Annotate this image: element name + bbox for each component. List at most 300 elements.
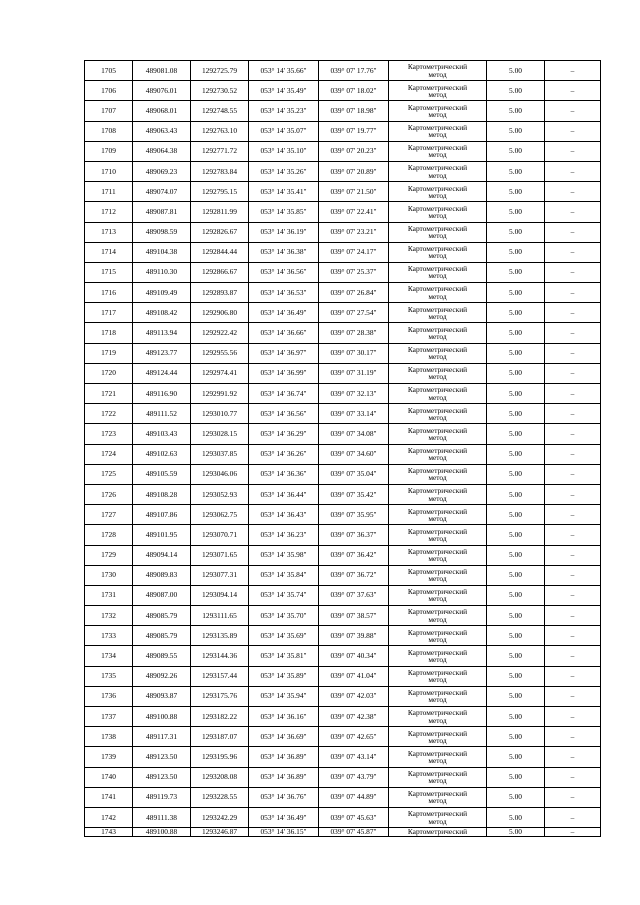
x-coordinate-cell: 489109.49 — [133, 283, 191, 303]
method-cell — [389, 464, 487, 484]
note-cell: – — [545, 283, 601, 303]
table-row — [85, 303, 601, 323]
method-line1: Картометрический — [407, 466, 468, 476]
table-row — [85, 807, 601, 827]
x-coordinate-cell: 489116.90 — [133, 384, 191, 404]
x-coordinate-cell: 489111.52 — [133, 404, 191, 424]
x-coordinate-cell: 489117.31 — [133, 727, 191, 747]
table-row — [85, 202, 601, 222]
y-coordinate-cell: 1293135.89 — [191, 626, 249, 646]
method-line2: метод — [428, 372, 447, 382]
accuracy-cell: 5.00 — [487, 81, 545, 101]
latitude-cell: 053° 14' 36.38" — [249, 242, 319, 262]
method-line2: метод — [428, 634, 447, 644]
note-cell: – — [545, 202, 601, 222]
point-number-cell: 1729 — [85, 545, 133, 565]
latitude-cell: 053° 14' 35.98" — [249, 545, 319, 565]
point-number-cell: 1720 — [85, 363, 133, 383]
latitude-cell: 053° 14' 36.74" — [249, 384, 319, 404]
table-row — [85, 646, 601, 666]
method-cell — [389, 242, 487, 262]
y-coordinate-cell: 1292725.79 — [191, 61, 249, 81]
table-row — [85, 101, 601, 121]
x-coordinate-cell: 489089.83 — [133, 565, 191, 585]
y-coordinate-cell: 1293077.31 — [191, 565, 249, 585]
y-coordinate-cell: 1292763.10 — [191, 121, 249, 141]
note-cell: – — [545, 303, 601, 323]
method-cell — [389, 61, 487, 81]
coordinates-table — [84, 60, 601, 837]
method-line2: метод — [428, 130, 447, 140]
table-row — [85, 262, 601, 282]
method-line1: Картометрический — [407, 688, 468, 698]
table-row — [85, 343, 601, 363]
latitude-cell: 053° 14' 35.69" — [249, 626, 319, 646]
accuracy-cell: 5.00 — [487, 61, 545, 81]
method-line1: Картометрический — [407, 607, 468, 617]
y-coordinate-cell: 1292771.72 — [191, 141, 249, 161]
note-cell: – — [545, 182, 601, 202]
latitude-cell: 053° 14' 36.29" — [249, 424, 319, 444]
longitude-cell: 039° 07' 17.76" — [319, 61, 389, 81]
accuracy-cell: 5.00 — [487, 404, 545, 424]
latitude-cell: 053° 14' 36.56" — [249, 404, 319, 424]
y-coordinate-cell: 1293157.44 — [191, 666, 249, 686]
y-coordinate-cell: 1292795.15 — [191, 182, 249, 202]
point-number-cell: 1732 — [85, 606, 133, 626]
table-row — [85, 141, 601, 161]
table-row — [85, 505, 601, 525]
latitude-cell: 053° 14' 35.89" — [249, 666, 319, 686]
method-cell — [389, 262, 487, 282]
table-row — [85, 404, 601, 424]
point-number-cell: 1733 — [85, 626, 133, 646]
note-cell: – — [545, 646, 601, 666]
y-coordinate-cell: 1292826.67 — [191, 222, 249, 242]
method-line2: метод — [428, 231, 447, 241]
y-coordinate-cell: 1292783.84 — [191, 161, 249, 181]
longitude-cell: 039° 07' 36.42" — [319, 545, 389, 565]
method-line2: метод — [428, 513, 447, 523]
x-coordinate-cell: 489064.38 — [133, 141, 191, 161]
y-coordinate-cell: 1292922.42 — [191, 323, 249, 343]
table-row — [85, 727, 601, 747]
y-coordinate-cell: 1293094.14 — [191, 585, 249, 605]
note-cell: – — [545, 626, 601, 646]
method-line1: Картометрический — [407, 405, 468, 415]
method-line2: метод — [428, 210, 447, 220]
table-row — [85, 545, 601, 565]
point-number-cell: 1713 — [85, 222, 133, 242]
y-coordinate-cell: 1293195.96 — [191, 747, 249, 767]
method-line1: Картометрический — [407, 768, 468, 778]
y-coordinate-cell: 1293037.85 — [191, 444, 249, 464]
y-coordinate-cell: 1293052.93 — [191, 484, 249, 504]
longitude-cell: 039° 07' 18.02" — [319, 81, 389, 101]
latitude-cell: 053° 14' 36.49" — [249, 807, 319, 827]
table-row — [85, 606, 601, 626]
method-line1: Картометрический — [407, 827, 468, 837]
y-coordinate-cell: 1292893.87 — [191, 283, 249, 303]
x-coordinate-cell: 489081.08 — [133, 61, 191, 81]
point-number-cell: 1724 — [85, 444, 133, 464]
longitude-cell: 039° 07' 33.14" — [319, 404, 389, 424]
method-line2: метод — [428, 291, 447, 301]
point-number-cell: 1708 — [85, 121, 133, 141]
table-row — [85, 686, 601, 706]
point-number-cell: 1718 — [85, 323, 133, 343]
method-line2: метод — [428, 796, 447, 806]
method-cell — [389, 545, 487, 565]
longitude-cell: 039° 07' 32.13" — [319, 384, 389, 404]
method-cell — [389, 707, 487, 727]
method-line2: метод — [428, 755, 447, 765]
longitude-cell: 039° 07' 22.41" — [319, 202, 389, 222]
method-line1: Картометрический — [407, 708, 468, 718]
note-cell: – — [545, 141, 601, 161]
latitude-cell: 053° 14' 35.07" — [249, 121, 319, 141]
method-cell — [389, 424, 487, 444]
y-coordinate-cell: 1292906.80 — [191, 303, 249, 323]
y-coordinate-cell: 1293070.71 — [191, 525, 249, 545]
method-cell — [389, 727, 487, 747]
method-line1: Картометрический — [407, 728, 468, 738]
x-coordinate-cell: 489063.43 — [133, 121, 191, 141]
method-line2: метод — [428, 392, 447, 402]
latitude-cell: 053° 14' 35.94" — [249, 686, 319, 706]
method-line1: Картометрический — [407, 546, 468, 556]
accuracy-cell: 5.00 — [487, 363, 545, 383]
y-coordinate-cell: 1293010.77 — [191, 404, 249, 424]
x-coordinate-cell: 489092.26 — [133, 666, 191, 686]
point-number-cell: 1715 — [85, 262, 133, 282]
method-line2: метод — [428, 251, 447, 261]
method-line1: Картометрический — [407, 445, 468, 455]
note-cell: – — [545, 606, 601, 626]
accuracy-cell: 5.00 — [487, 828, 545, 837]
longitude-cell: 039° 07' 45.63" — [319, 807, 389, 827]
note-cell: – — [545, 807, 601, 827]
table-row — [85, 182, 601, 202]
latitude-cell: 053° 14' 35.23" — [249, 101, 319, 121]
accuracy-cell: 5.00 — [487, 727, 545, 747]
method-line1: Картометрический — [407, 425, 468, 435]
method-cell — [389, 81, 487, 101]
x-coordinate-cell: 489104.38 — [133, 242, 191, 262]
accuracy-cell: 5.00 — [487, 182, 545, 202]
point-number-cell: 1721 — [85, 384, 133, 404]
longitude-cell: 039° 07' 42.65" — [319, 727, 389, 747]
method-line1: Картометрический — [407, 122, 468, 132]
method-cell — [389, 787, 487, 807]
method-cell — [389, 565, 487, 585]
accuracy-cell: 5.00 — [487, 787, 545, 807]
method-line1: Картометрический — [407, 365, 468, 375]
longitude-cell: 039° 07' 28.38" — [319, 323, 389, 343]
point-number-cell: 1738 — [85, 727, 133, 747]
y-coordinate-cell: 1293046.06 — [191, 464, 249, 484]
note-cell: – — [545, 101, 601, 121]
method-line1: Картометрический — [407, 789, 468, 799]
longitude-cell: 039° 07' 43.79" — [319, 767, 389, 787]
method-cell — [389, 666, 487, 686]
method-cell — [389, 807, 487, 827]
table-row — [85, 464, 601, 484]
method-cell — [389, 626, 487, 646]
note-cell: – — [545, 565, 601, 585]
method-line2: метод — [428, 715, 447, 725]
method-line2: метод — [428, 271, 447, 281]
accuracy-cell: 5.00 — [487, 666, 545, 686]
accuracy-cell: 5.00 — [487, 686, 545, 706]
method-line2: метод — [428, 170, 447, 180]
accuracy-cell: 5.00 — [487, 323, 545, 343]
accuracy-cell: 5.00 — [487, 222, 545, 242]
accuracy-cell: 5.00 — [487, 343, 545, 363]
point-number-cell: 1728 — [85, 525, 133, 545]
point-number-cell: 1714 — [85, 242, 133, 262]
method-line1: Картометрический — [407, 223, 468, 233]
method-line2: метод — [428, 675, 447, 685]
accuracy-cell: 5.00 — [487, 565, 545, 585]
x-coordinate-cell: 489101.95 — [133, 525, 191, 545]
longitude-cell: 039° 07' 18.98" — [319, 101, 389, 121]
method-line2: метод — [428, 190, 447, 200]
accuracy-cell: 5.00 — [487, 646, 545, 666]
x-coordinate-cell: 489107.86 — [133, 505, 191, 525]
note-cell: – — [545, 61, 601, 81]
x-coordinate-cell: 489094.14 — [133, 545, 191, 565]
method-cell — [389, 585, 487, 605]
table-row — [85, 121, 601, 141]
method-line1: Картометрический — [407, 668, 468, 678]
note-cell: – — [545, 585, 601, 605]
latitude-cell: 053° 14' 36.15" — [249, 828, 319, 837]
method-line2: метод — [428, 352, 447, 362]
method-line1: Картометрический — [407, 748, 468, 758]
accuracy-cell: 5.00 — [487, 202, 545, 222]
accuracy-cell: 5.00 — [487, 707, 545, 727]
method-line2: метод — [428, 332, 447, 342]
latitude-cell: 053° 14' 35.81" — [249, 646, 319, 666]
accuracy-cell: 5.00 — [487, 484, 545, 504]
x-coordinate-cell: 489100.88 — [133, 707, 191, 727]
y-coordinate-cell: 1293028.15 — [191, 424, 249, 444]
x-coordinate-cell: 489110.30 — [133, 262, 191, 282]
x-coordinate-cell: 489089.55 — [133, 646, 191, 666]
latitude-cell: 053° 14' 36.19" — [249, 222, 319, 242]
x-coordinate-cell: 489105.59 — [133, 464, 191, 484]
longitude-cell: 039° 07' 44.89" — [319, 787, 389, 807]
note-cell: – — [545, 828, 601, 837]
longitude-cell: 039° 07' 35.42" — [319, 484, 389, 504]
table-row — [85, 787, 601, 807]
latitude-cell: 053° 14' 36.43" — [249, 505, 319, 525]
point-number-cell: 1731 — [85, 585, 133, 605]
longitude-cell: 039° 07' 42.03" — [319, 686, 389, 706]
longitude-cell: 039° 07' 38.57" — [319, 606, 389, 626]
longitude-cell: 039° 07' 27.54" — [319, 303, 389, 323]
table-row — [85, 384, 601, 404]
point-number-cell: 1722 — [85, 404, 133, 424]
x-coordinate-cell: 489111.38 — [133, 807, 191, 827]
x-coordinate-cell: 489087.00 — [133, 585, 191, 605]
method-cell — [389, 828, 487, 837]
method-line1: Картометрический — [407, 62, 468, 72]
latitude-cell: 053° 14' 36.99" — [249, 363, 319, 383]
longitude-cell: 039° 07' 23.21" — [319, 222, 389, 242]
latitude-cell: 053° 14' 35.70" — [249, 606, 319, 626]
point-number-cell: 1711 — [85, 182, 133, 202]
table-row — [85, 161, 601, 181]
point-number-cell: 1725 — [85, 464, 133, 484]
method-line1: Картометрический — [407, 506, 468, 516]
x-coordinate-cell: 489108.42 — [133, 303, 191, 323]
method-cell — [389, 161, 487, 181]
latitude-cell: 053° 14' 35.85" — [249, 202, 319, 222]
latitude-cell: 053° 14' 35.41" — [249, 182, 319, 202]
latitude-cell: 053° 14' 36.23" — [249, 525, 319, 545]
point-number-cell: 1710 — [85, 161, 133, 181]
note-cell: – — [545, 384, 601, 404]
point-number-cell: 1727 — [85, 505, 133, 525]
x-coordinate-cell: 489108.28 — [133, 484, 191, 504]
method-cell — [389, 202, 487, 222]
longitude-cell: 039° 07' 36.72" — [319, 565, 389, 585]
latitude-cell: 053° 14' 36.97" — [249, 343, 319, 363]
note-cell: – — [545, 242, 601, 262]
latitude-cell: 053° 14' 35.66" — [249, 61, 319, 81]
note-cell: – — [545, 464, 601, 484]
method-cell — [389, 182, 487, 202]
table-row — [85, 707, 601, 727]
note-cell: – — [545, 222, 601, 242]
y-coordinate-cell: 1293208.08 — [191, 767, 249, 787]
method-cell — [389, 141, 487, 161]
longitude-cell: 039° 07' 43.14" — [319, 747, 389, 767]
longitude-cell: 039° 07' 40.34" — [319, 646, 389, 666]
method-line2: метод — [428, 150, 447, 160]
longitude-cell: 039° 07' 30.17" — [319, 343, 389, 363]
note-cell: – — [545, 424, 601, 444]
note-cell: – — [545, 787, 601, 807]
y-coordinate-cell: 1293071.65 — [191, 545, 249, 565]
accuracy-cell: 5.00 — [487, 525, 545, 545]
method-line1: Картометрический — [407, 486, 468, 496]
method-cell — [389, 323, 487, 343]
latitude-cell: 053° 14' 36.53" — [249, 283, 319, 303]
method-line2: метод — [428, 473, 447, 483]
y-coordinate-cell: 1292955.56 — [191, 343, 249, 363]
table-row — [85, 828, 601, 837]
method-line2: метод — [428, 493, 447, 503]
method-cell — [389, 525, 487, 545]
point-number-cell: 1719 — [85, 343, 133, 363]
method-line1: Картометрический — [407, 567, 468, 577]
point-number-cell: 1740 — [85, 767, 133, 787]
latitude-cell: 053° 14' 35.49" — [249, 81, 319, 101]
point-number-cell: 1736 — [85, 686, 133, 706]
accuracy-cell: 5.00 — [487, 767, 545, 787]
method-cell — [389, 384, 487, 404]
accuracy-cell: 5.00 — [487, 807, 545, 827]
longitude-cell: 039° 07' 24.17" — [319, 242, 389, 262]
latitude-cell: 053° 14' 36.89" — [249, 747, 319, 767]
method-line1: Картометрический — [407, 627, 468, 637]
note-cell: – — [545, 444, 601, 464]
table-row — [85, 363, 601, 383]
x-coordinate-cell: 489093.87 — [133, 686, 191, 706]
longitude-cell: 039° 07' 25.37" — [319, 262, 389, 282]
point-number-cell: 1735 — [85, 666, 133, 686]
accuracy-cell: 5.00 — [487, 121, 545, 141]
table-row — [85, 444, 601, 464]
longitude-cell: 039° 07' 36.37" — [319, 525, 389, 545]
method-line2: метод — [428, 574, 447, 584]
accuracy-cell: 5.00 — [487, 262, 545, 282]
method-cell — [389, 404, 487, 424]
longitude-cell: 039° 07' 19.77" — [319, 121, 389, 141]
method-line2: метод — [428, 554, 447, 564]
y-coordinate-cell: 1292866.67 — [191, 262, 249, 282]
method-cell — [389, 646, 487, 666]
method-line1: Картометрический — [407, 324, 468, 334]
method-cell — [389, 606, 487, 626]
latitude-cell: 053° 14' 36.36" — [249, 464, 319, 484]
accuracy-cell: 5.00 — [487, 505, 545, 525]
latitude-cell: 053° 14' 36.89" — [249, 767, 319, 787]
point-number-cell: 1742 — [85, 807, 133, 827]
y-coordinate-cell: 1293246.87 — [191, 828, 249, 837]
table-row — [85, 525, 601, 545]
longitude-cell: 039° 07' 39.88" — [319, 626, 389, 646]
point-number-cell: 1712 — [85, 202, 133, 222]
accuracy-cell: 5.00 — [487, 242, 545, 262]
x-coordinate-cell: 489124.44 — [133, 363, 191, 383]
method-line1: Картометрический — [407, 647, 468, 657]
note-cell: – — [545, 323, 601, 343]
note-cell: – — [545, 363, 601, 383]
method-cell — [389, 283, 487, 303]
latitude-cell: 053° 14' 35.74" — [249, 585, 319, 605]
y-coordinate-cell: 1292730.52 — [191, 81, 249, 101]
table-row — [85, 626, 601, 646]
x-coordinate-cell: 489098.59 — [133, 222, 191, 242]
x-coordinate-cell: 489102.63 — [133, 444, 191, 464]
note-cell: – — [545, 525, 601, 545]
latitude-cell: 053° 14' 35.26" — [249, 161, 319, 181]
method-line1: Картометрический — [407, 385, 468, 395]
accuracy-cell: 5.00 — [487, 283, 545, 303]
table-row — [85, 747, 601, 767]
point-number-cell: 1734 — [85, 646, 133, 666]
note-cell: – — [545, 81, 601, 101]
method-cell — [389, 484, 487, 504]
method-line2: метод — [428, 695, 447, 705]
method-cell — [389, 121, 487, 141]
accuracy-cell: 5.00 — [487, 444, 545, 464]
y-coordinate-cell: 1292991.92 — [191, 384, 249, 404]
note-cell: – — [545, 505, 601, 525]
point-number-cell: 1737 — [85, 707, 133, 727]
x-coordinate-cell: 489069.23 — [133, 161, 191, 181]
x-coordinate-cell: 489085.79 — [133, 606, 191, 626]
point-number-cell: 1726 — [85, 484, 133, 504]
note-cell: – — [545, 686, 601, 706]
method-line1: Картометрический — [407, 102, 468, 112]
accuracy-cell: 5.00 — [487, 626, 545, 646]
longitude-cell: 039° 07' 35.04" — [319, 464, 389, 484]
